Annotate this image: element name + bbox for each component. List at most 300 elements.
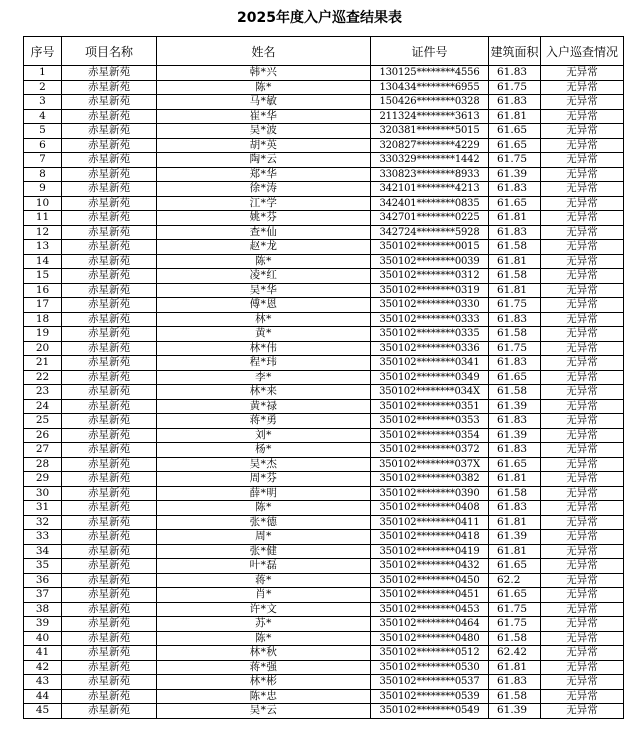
- cell-status: 无异常: [541, 617, 624, 632]
- table-row: [24, 646, 624, 661]
- cell-project: 赤星新苑: [62, 138, 157, 153]
- cell-id: 350102********0480: [371, 631, 489, 646]
- cell-name: 苏*: [157, 617, 371, 632]
- cell-name: 许*文: [157, 602, 371, 617]
- cell-area: 61.81: [489, 109, 541, 124]
- cell-index: 4: [24, 109, 62, 124]
- table-row: [24, 138, 624, 153]
- cell-name: 傅*恩: [157, 298, 371, 313]
- cell-id: 350102********0349: [371, 370, 489, 385]
- cell-id: 150426********0328: [371, 95, 489, 110]
- cell-index: 1: [24, 66, 62, 81]
- cell-status: 无异常: [541, 631, 624, 646]
- table-row: [24, 399, 624, 414]
- cell-name: 黄*: [157, 327, 371, 342]
- cell-project: 赤星新苑: [62, 283, 157, 298]
- cell-name: 肖*: [157, 588, 371, 603]
- cell-status: 无异常: [541, 559, 624, 574]
- cell-id: 350102********034X: [371, 385, 489, 400]
- cell-project: 赤星新苑: [62, 414, 157, 429]
- table-row: [24, 486, 624, 501]
- cell-project: 赤星新苑: [62, 428, 157, 443]
- cell-status: 无异常: [541, 95, 624, 110]
- cell-project: 赤星新苑: [62, 385, 157, 400]
- cell-name: 马*敏: [157, 95, 371, 110]
- cell-id: 350102********0418: [371, 530, 489, 545]
- cell-area: 61.81: [489, 472, 541, 487]
- cell-project: 赤星新苑: [62, 109, 157, 124]
- cell-id: 342724********5928: [371, 225, 489, 240]
- cell-id: 342701********0225: [371, 211, 489, 226]
- table-row: [24, 660, 624, 675]
- cell-project: 赤星新苑: [62, 530, 157, 545]
- cell-area: 61.75: [489, 298, 541, 313]
- cell-status: 无异常: [541, 689, 624, 704]
- cell-status: 无异常: [541, 501, 624, 516]
- cell-id: 320381********5015: [371, 124, 489, 139]
- cell-project: 赤星新苑: [62, 327, 157, 342]
- cell-index: 6: [24, 138, 62, 153]
- cell-index: 10: [24, 196, 62, 211]
- cell-project: 赤星新苑: [62, 370, 157, 385]
- cell-id: 330823********8933: [371, 167, 489, 182]
- cell-status: 无异常: [541, 573, 624, 588]
- cell-area: 61.81: [489, 254, 541, 269]
- cell-id: 342401********0835: [371, 196, 489, 211]
- table-row: [24, 443, 624, 458]
- cell-name: 林*彬: [157, 675, 371, 690]
- cell-id: 350102********0411: [371, 515, 489, 530]
- cell-id: 342101********4213: [371, 182, 489, 197]
- cell-area: 61.65: [489, 138, 541, 153]
- cell-project: 赤星新苑: [62, 312, 157, 327]
- cell-status: 无异常: [541, 443, 624, 458]
- cell-id: 350102********0432: [371, 559, 489, 574]
- cell-area: 61.65: [489, 124, 541, 139]
- table-row: [24, 559, 624, 574]
- cell-index: 29: [24, 472, 62, 487]
- cell-area: 61.58: [489, 269, 541, 284]
- results-table: [23, 36, 624, 719]
- table-row: [24, 225, 624, 240]
- cell-index: 30: [24, 486, 62, 501]
- cell-project: 赤星新苑: [62, 602, 157, 617]
- cell-name: 吴*华: [157, 283, 371, 298]
- cell-name: 周*芬: [157, 472, 371, 487]
- cell-status: 无异常: [541, 283, 624, 298]
- cell-area: 61.58: [489, 240, 541, 255]
- cell-status: 无异常: [541, 153, 624, 168]
- cell-project: 赤星新苑: [62, 225, 157, 240]
- cell-index: 11: [24, 211, 62, 226]
- cell-project: 赤星新苑: [62, 573, 157, 588]
- table-row: [24, 80, 624, 95]
- table-row: [24, 457, 624, 472]
- cell-name: 蒋*: [157, 573, 371, 588]
- cell-project: 赤星新苑: [62, 617, 157, 632]
- cell-status: 无异常: [541, 138, 624, 153]
- page-title: 2025年度入户巡查结果表: [237, 10, 402, 26]
- table-row: [24, 588, 624, 603]
- column-header-status: 入户巡查情况: [541, 37, 624, 66]
- cell-index: 16: [24, 283, 62, 298]
- table-row: [24, 283, 624, 298]
- cell-project: 赤星新苑: [62, 269, 157, 284]
- cell-index: 31: [24, 501, 62, 516]
- cell-name: 蒋*勇: [157, 414, 371, 429]
- table-row: [24, 240, 624, 255]
- cell-name: 刘*: [157, 428, 371, 443]
- table-row: [24, 196, 624, 211]
- column-header-index: 序号: [24, 37, 62, 66]
- cell-status: 无异常: [541, 385, 624, 400]
- table-row: [24, 501, 624, 516]
- cell-index: 21: [24, 356, 62, 371]
- cell-project: 赤星新苑: [62, 182, 157, 197]
- cell-name: 陈*: [157, 501, 371, 516]
- cell-project: 赤星新苑: [62, 675, 157, 690]
- cell-project: 赤星新苑: [62, 486, 157, 501]
- cell-name: 查*仙: [157, 225, 371, 240]
- table-row: [24, 675, 624, 690]
- cell-status: 无异常: [541, 211, 624, 226]
- cell-area: 61.81: [489, 515, 541, 530]
- cell-id: 350102********0333: [371, 312, 489, 327]
- cell-name: 徐*涛: [157, 182, 371, 197]
- cell-id: 350102********0549: [371, 704, 489, 719]
- cell-index: 28: [24, 457, 62, 472]
- cell-status: 无异常: [541, 225, 624, 240]
- cell-area: 61.81: [489, 211, 541, 226]
- table-row: [24, 414, 624, 429]
- cell-index: 17: [24, 298, 62, 313]
- cell-project: 赤星新苑: [62, 298, 157, 313]
- cell-project: 赤星新苑: [62, 240, 157, 255]
- cell-name: 李*: [157, 370, 371, 385]
- cell-id: 130125********4556: [371, 66, 489, 81]
- cell-status: 无异常: [541, 298, 624, 313]
- cell-area: 61.81: [489, 283, 541, 298]
- cell-index: 45: [24, 704, 62, 719]
- cell-index: 36: [24, 573, 62, 588]
- column-header-id: 证件号: [371, 37, 489, 66]
- cell-status: 无异常: [541, 414, 624, 429]
- cell-id: 211324********3613: [371, 109, 489, 124]
- cell-project: 赤星新苑: [62, 341, 157, 356]
- table-row: [24, 689, 624, 704]
- table-row: [24, 312, 624, 327]
- cell-status: 无异常: [541, 602, 624, 617]
- table-row: [24, 544, 624, 559]
- column-header-project: 项目名称: [62, 37, 157, 66]
- cell-index: 9: [24, 182, 62, 197]
- cell-index: 14: [24, 254, 62, 269]
- table-row: [24, 211, 624, 226]
- cell-project: 赤星新苑: [62, 66, 157, 81]
- cell-index: 12: [24, 225, 62, 240]
- cell-status: 无异常: [541, 428, 624, 443]
- cell-status: 无异常: [541, 588, 624, 603]
- cell-index: 44: [24, 689, 62, 704]
- cell-id: 350102********0319: [371, 283, 489, 298]
- cell-area: 61.75: [489, 341, 541, 356]
- cell-project: 赤星新苑: [62, 196, 157, 211]
- cell-area: 61.75: [489, 80, 541, 95]
- cell-name: 赵*龙: [157, 240, 371, 255]
- cell-index: 13: [24, 240, 62, 255]
- cell-project: 赤星新苑: [62, 631, 157, 646]
- cell-id: 350102********0530: [371, 660, 489, 675]
- table-row: [24, 182, 624, 197]
- cell-id: 350102********0512: [371, 646, 489, 661]
- cell-index: 27: [24, 443, 62, 458]
- cell-project: 赤星新苑: [62, 457, 157, 472]
- cell-index: 24: [24, 399, 62, 414]
- cell-index: 38: [24, 602, 62, 617]
- cell-id: 350102********0312: [371, 269, 489, 284]
- cell-id: 350102********0341: [371, 356, 489, 371]
- cell-name: 林*来: [157, 385, 371, 400]
- cell-area: 61.81: [489, 544, 541, 559]
- cell-id: 350102********0453: [371, 602, 489, 617]
- cell-area: 61.83: [489, 675, 541, 690]
- cell-project: 赤星新苑: [62, 443, 157, 458]
- cell-area: 61.39: [489, 428, 541, 443]
- cell-status: 无异常: [541, 356, 624, 371]
- cell-status: 无异常: [541, 675, 624, 690]
- cell-area: 61.58: [489, 689, 541, 704]
- cell-id: 350102********0464: [371, 617, 489, 632]
- table-body: [24, 66, 624, 719]
- cell-status: 无异常: [541, 457, 624, 472]
- cell-id: 350102********0390: [371, 486, 489, 501]
- cell-project: 赤星新苑: [62, 472, 157, 487]
- cell-project: 赤星新苑: [62, 80, 157, 95]
- cell-status: 无异常: [541, 269, 624, 284]
- cell-area: 61.75: [489, 153, 541, 168]
- cell-area: 61.65: [489, 457, 541, 472]
- cell-index: 35: [24, 559, 62, 574]
- cell-status: 无异常: [541, 660, 624, 675]
- table-row: [24, 66, 624, 81]
- cell-index: 40: [24, 631, 62, 646]
- table-row: [24, 428, 624, 443]
- table-row: [24, 602, 624, 617]
- cell-project: 赤星新苑: [62, 646, 157, 661]
- cell-project: 赤星新苑: [62, 689, 157, 704]
- table-row: [24, 109, 624, 124]
- cell-id: 330329********1442: [371, 153, 489, 168]
- cell-area: 61.83: [489, 443, 541, 458]
- cell-area: 61.83: [489, 66, 541, 81]
- cell-index: 18: [24, 312, 62, 327]
- table-row: [24, 327, 624, 342]
- table-row: [24, 153, 624, 168]
- cell-project: 赤星新苑: [62, 515, 157, 530]
- table-row: [24, 515, 624, 530]
- cell-id: 350102********0039: [371, 254, 489, 269]
- cell-id: 350102********0335: [371, 327, 489, 342]
- cell-id: 350102********0015: [371, 240, 489, 255]
- cell-name: 姚*芬: [157, 211, 371, 226]
- cell-area: 61.39: [489, 399, 541, 414]
- cell-name: 林*伟: [157, 341, 371, 356]
- cell-status: 无异常: [541, 109, 624, 124]
- table-row: [24, 124, 624, 139]
- cell-status: 无异常: [541, 196, 624, 211]
- table-row: [24, 617, 624, 632]
- cell-name: 郑*华: [157, 167, 371, 182]
- cell-name: 林*: [157, 312, 371, 327]
- cell-area: 61.65: [489, 196, 541, 211]
- cell-area: 61.39: [489, 530, 541, 545]
- table-row: [24, 341, 624, 356]
- cell-area: 62.2: [489, 573, 541, 588]
- cell-area: 61.75: [489, 602, 541, 617]
- cell-status: 无异常: [541, 486, 624, 501]
- cell-name: 陈*: [157, 631, 371, 646]
- cell-name: 张*德: [157, 515, 371, 530]
- cell-index: 26: [24, 428, 62, 443]
- cell-name: 蒋*强: [157, 660, 371, 675]
- cell-name: 叶*磊: [157, 559, 371, 574]
- cell-area: 61.75: [489, 617, 541, 632]
- table-row: [24, 573, 624, 588]
- cell-name: 杨*: [157, 443, 371, 458]
- cell-status: 无异常: [541, 66, 624, 81]
- table-row: [24, 269, 624, 284]
- cell-id: 350102********0351: [371, 399, 489, 414]
- cell-area: 61.39: [489, 704, 541, 719]
- cell-name: 吴*云: [157, 704, 371, 719]
- cell-name: 陶*云: [157, 153, 371, 168]
- cell-status: 无异常: [541, 341, 624, 356]
- cell-name: 崔*华: [157, 109, 371, 124]
- cell-id: 350102********0330: [371, 298, 489, 313]
- cell-project: 赤星新苑: [62, 95, 157, 110]
- cell-id: 350102********0353: [371, 414, 489, 429]
- cell-project: 赤星新苑: [62, 211, 157, 226]
- cell-project: 赤星新苑: [62, 559, 157, 574]
- cell-project: 赤星新苑: [62, 124, 157, 139]
- cell-status: 无异常: [541, 167, 624, 182]
- cell-status: 无异常: [541, 312, 624, 327]
- cell-index: 2: [24, 80, 62, 95]
- cell-area: 61.83: [489, 356, 541, 371]
- column-header-area: 建筑面积: [489, 37, 541, 66]
- cell-index: 34: [24, 544, 62, 559]
- cell-status: 无异常: [541, 399, 624, 414]
- cell-area: 61.65: [489, 588, 541, 603]
- cell-name: 江*学: [157, 196, 371, 211]
- cell-area: 61.83: [489, 225, 541, 240]
- cell-id: 350102********0539: [371, 689, 489, 704]
- cell-index: 3: [24, 95, 62, 110]
- cell-name: 林*秋: [157, 646, 371, 661]
- cell-area: 61.39: [489, 167, 541, 182]
- cell-project: 赤星新苑: [62, 588, 157, 603]
- cell-status: 无异常: [541, 370, 624, 385]
- cell-status: 无异常: [541, 124, 624, 139]
- cell-status: 无异常: [541, 182, 624, 197]
- cell-project: 赤星新苑: [62, 254, 157, 269]
- cell-index: 15: [24, 269, 62, 284]
- cell-area: 61.58: [489, 327, 541, 342]
- cell-index: 22: [24, 370, 62, 385]
- cell-project: 赤星新苑: [62, 501, 157, 516]
- cell-index: 32: [24, 515, 62, 530]
- cell-index: 37: [24, 588, 62, 603]
- cell-id: 350102********0354: [371, 428, 489, 443]
- cell-id: 320827********4229: [371, 138, 489, 153]
- cell-name: 吴*波: [157, 124, 371, 139]
- cell-status: 无异常: [541, 472, 624, 487]
- cell-id: 350102********0382: [371, 472, 489, 487]
- cell-index: 5: [24, 124, 62, 139]
- header-row: [24, 37, 624, 66]
- cell-status: 无异常: [541, 327, 624, 342]
- cell-status: 无异常: [541, 80, 624, 95]
- cell-area: 61.65: [489, 559, 541, 574]
- cell-index: 41: [24, 646, 62, 661]
- cell-status: 无异常: [541, 530, 624, 545]
- cell-project: 赤星新苑: [62, 167, 157, 182]
- cell-id: 350102********0372: [371, 443, 489, 458]
- table-row: [24, 472, 624, 487]
- table-row: [24, 530, 624, 545]
- cell-area: 61.83: [489, 501, 541, 516]
- cell-project: 赤星新苑: [62, 356, 157, 371]
- table-row: [24, 298, 624, 313]
- cell-id: 350102********0451: [371, 588, 489, 603]
- cell-status: 无异常: [541, 646, 624, 661]
- cell-area: 62.42: [489, 646, 541, 661]
- cell-index: 39: [24, 617, 62, 632]
- cell-status: 无异常: [541, 704, 624, 719]
- cell-index: 43: [24, 675, 62, 690]
- cell-status: 无异常: [541, 515, 624, 530]
- cell-project: 赤星新苑: [62, 704, 157, 719]
- cell-index: 19: [24, 327, 62, 342]
- cell-status: 无异常: [541, 254, 624, 269]
- cell-id: 350102********0408: [371, 501, 489, 516]
- cell-area: 61.83: [489, 312, 541, 327]
- cell-area: 61.83: [489, 414, 541, 429]
- cell-status: 无异常: [541, 240, 624, 255]
- table-row: [24, 167, 624, 182]
- table-row: [24, 95, 624, 110]
- cell-id: 350102********0336: [371, 341, 489, 356]
- cell-index: 42: [24, 660, 62, 675]
- cell-name: 周*: [157, 530, 371, 545]
- cell-index: 25: [24, 414, 62, 429]
- cell-area: 61.65: [489, 370, 541, 385]
- cell-name: 薛*明: [157, 486, 371, 501]
- cell-id: 350102********0537: [371, 675, 489, 690]
- cell-id: 350102********0450: [371, 573, 489, 588]
- cell-name: 吴*杰: [157, 457, 371, 472]
- cell-id: 130434********6955: [371, 80, 489, 95]
- table-row: [24, 370, 624, 385]
- cell-name: 凌*红: [157, 269, 371, 284]
- cell-index: 7: [24, 153, 62, 168]
- cell-name: 陈*忠: [157, 689, 371, 704]
- table-row: [24, 356, 624, 371]
- cell-name: 韩*兴: [157, 66, 371, 81]
- cell-area: 61.58: [489, 385, 541, 400]
- cell-index: 20: [24, 341, 62, 356]
- cell-project: 赤星新苑: [62, 660, 157, 675]
